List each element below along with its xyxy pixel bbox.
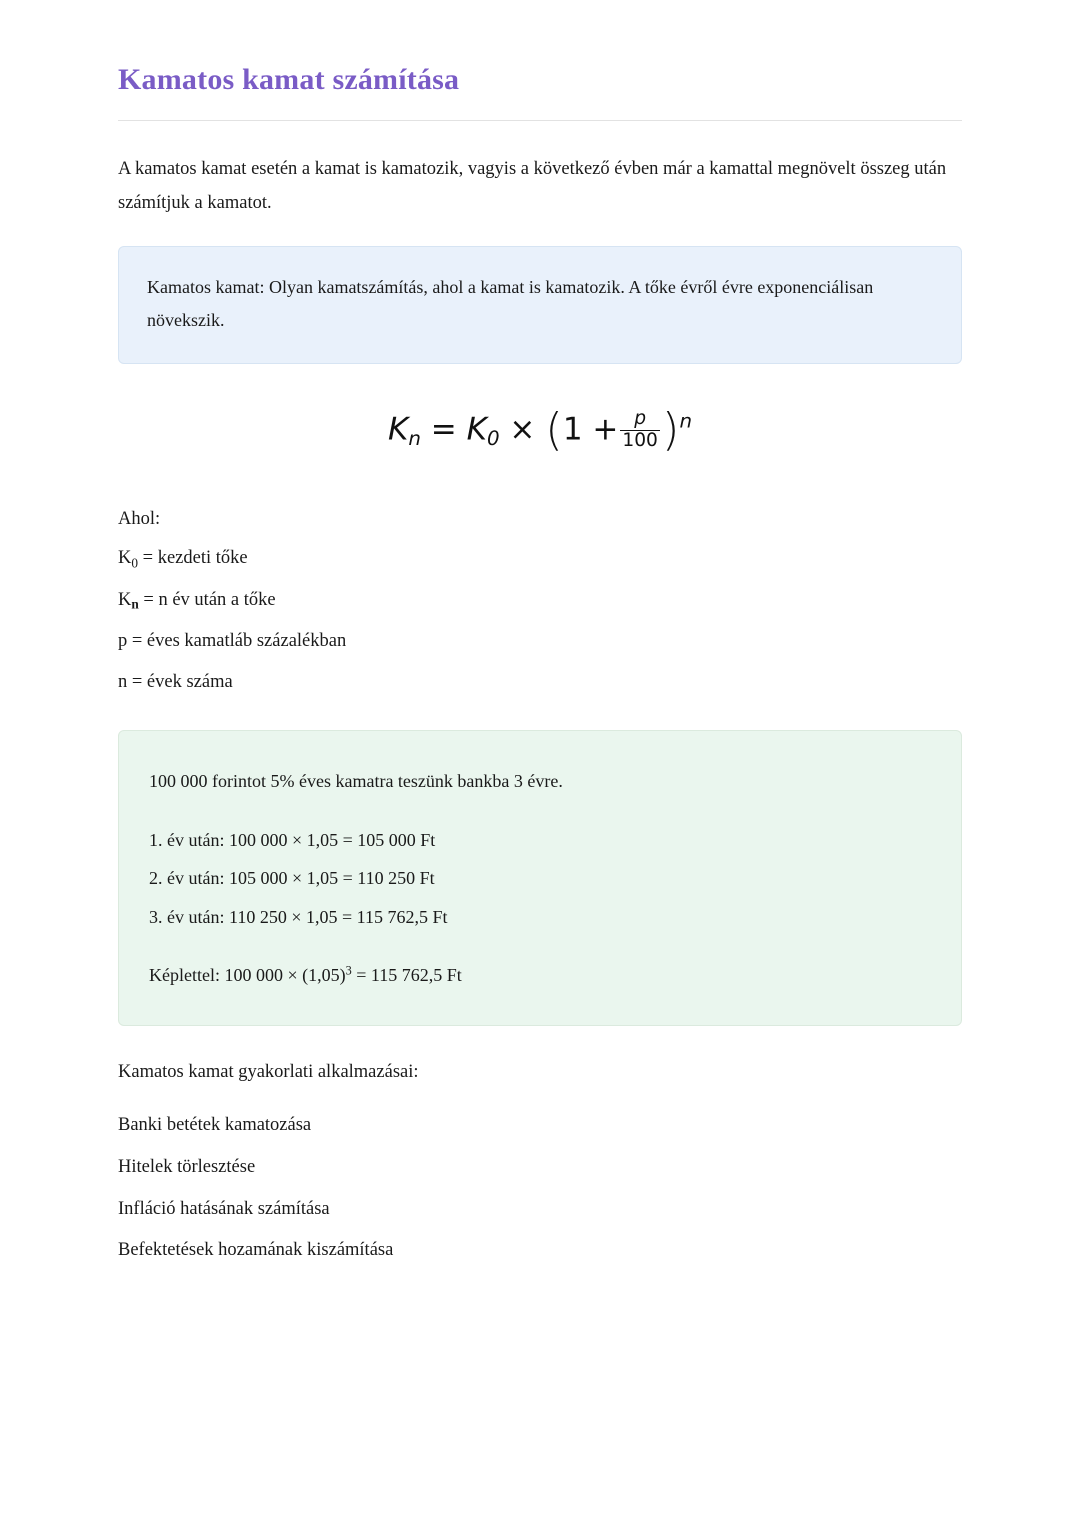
formula-close-paren: )	[661, 402, 680, 456]
example-step-3: 3. év után: 110 250 × 1,05 = 115 762,5 Ft	[149, 906, 448, 927]
formula-one: 1	[562, 411, 583, 448]
variable-p	[118, 627, 962, 656]
application-item-3: Infláció hatásának számítása	[118, 1198, 330, 1219]
example-result-suffix: = 115 762,5 Ft	[351, 964, 462, 985]
variable-kn-text: = n év után a tőke	[138, 590, 276, 611]
intro-paragraph: A kamatos kamat esetén a kamat is kamatozik, vagyis a következő évben már a kamattal megnövelt összeg után számítjuk a kamatot.	[118, 159, 947, 213]
variable-n-symbol: n	[118, 671, 128, 692]
page-title: Kamatos kamat számítása	[118, 63, 460, 96]
definition-callout	[118, 246, 962, 364]
formula-kn-sub: n	[408, 426, 421, 450]
formula-plus: +	[592, 411, 619, 448]
variable-k0-sub: 0	[131, 555, 139, 571]
where-label: Ahol:	[118, 508, 161, 529]
application-item-1: Banki betétek kamatozása	[118, 1115, 312, 1136]
variable-n-text: = évek száma	[127, 671, 233, 692]
variable-k0	[118, 544, 962, 574]
formula-fraction-numerator: p	[634, 407, 647, 429]
formula-fraction-denominator: 100	[622, 429, 658, 451]
formula-equals: =	[430, 411, 457, 448]
title-divider	[118, 120, 962, 121]
application-item-2: Hitelek törlesztése	[118, 1157, 256, 1177]
example-callout	[118, 730, 962, 1026]
compound-interest-formula	[387, 402, 693, 456]
variable-k0-text: = kezdeti tőke	[138, 547, 248, 568]
formula-kn-base: K	[387, 411, 409, 448]
variable-p-text: = éves kamatláb százalékban	[127, 631, 347, 652]
example-step-2: 2. év után: 105 000 × 1,05 = 110 250 Ft	[149, 868, 435, 889]
definition-text: Kamatos kamat: Olyan kamatszámítás, ahol a kamat is kamatozik. A tőke évről évre exponenciálisan növekszik.	[147, 277, 874, 331]
example-result-prefix: Képlettel: 100 000 × (1,05)	[149, 964, 346, 985]
formula-k0-sub: 0	[486, 426, 500, 450]
variable-n	[118, 668, 962, 697]
formula-times: ×	[509, 411, 536, 448]
variable-k0-symbol: K	[118, 547, 132, 568]
variable-p-symbol: p	[118, 631, 128, 652]
applications-lead: Kamatos kamat gyakorlati alkalmazásai:	[118, 1062, 419, 1083]
formula-k0-base: K	[466, 411, 487, 448]
example-result-exponent: 3	[345, 963, 352, 978]
variable-kn-symbol: K	[118, 590, 132, 611]
variable-kn-sub: n	[131, 596, 139, 612]
example-result	[149, 959, 931, 991]
formula-fraction	[620, 409, 660, 452]
application-item-4: Befektetések hozamának kiszámítása	[118, 1240, 394, 1261]
example-step-1: 1. év után: 100 000 × 1,05 = 105 000 Ft	[149, 829, 436, 850]
formula-exponent: n	[679, 409, 693, 433]
example-intro: 100 000 forintot 5% éves kamatra teszünk bankba 3 évre.	[149, 771, 563, 792]
variable-kn	[118, 586, 962, 615]
formula-block	[118, 402, 962, 456]
formula-open-paren: (	[545, 402, 563, 456]
